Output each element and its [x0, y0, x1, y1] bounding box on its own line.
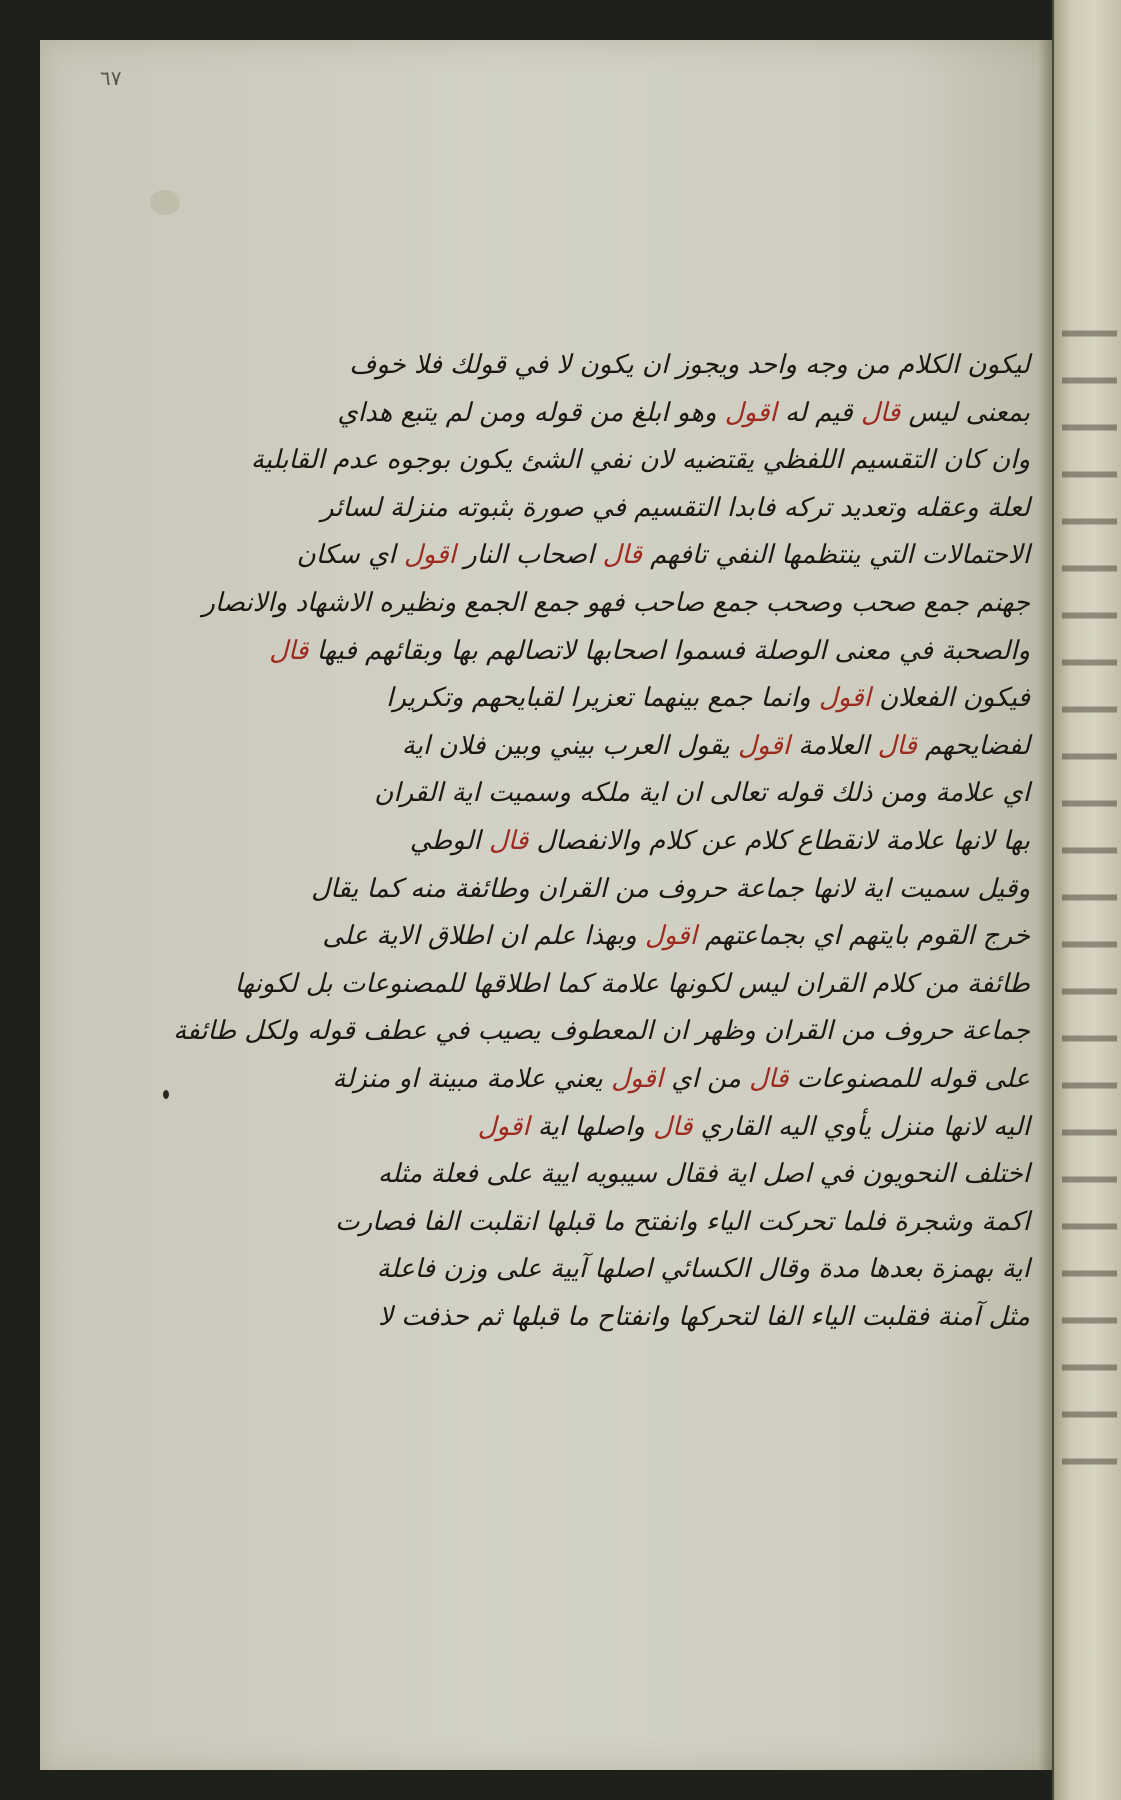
text-segment: اختلف النحويون في اصل اية فقال سيبويه ايية على فعلة مثله	[377, 1159, 1030, 1190]
rubric-word: اقول	[611, 1063, 664, 1094]
text-segment: اكمة وشجرة فلما تحركت الياء وانفتح ما قبلها انقلبت الفا فصارت	[335, 1206, 1030, 1237]
rubric-word: قال	[653, 1111, 693, 1142]
text-segment: الاحتمالات التي ينتظمها النفي تافهم	[641, 540, 1030, 571]
text-line	[401, 723, 1030, 771]
folio-number: ٦٧	[100, 66, 122, 90]
text-line	[376, 1246, 1030, 1294]
text-line	[409, 818, 1030, 866]
text-segment: لفضايحهم	[916, 730, 1030, 761]
text-segment: من اي	[663, 1063, 750, 1094]
rubric-word: قال	[489, 825, 529, 856]
text-segment: خرج القوم بايتهم اي بجماعتهم	[696, 921, 1030, 952]
text-line	[269, 628, 1030, 676]
text-segment: واصلها اية	[529, 1111, 654, 1142]
text-segment: قيم له	[776, 397, 861, 428]
text-segment: اي علامة ومن ذلك قوله تعالى ان اية ملكه وسميت اية القران	[374, 778, 1030, 809]
text-line	[311, 866, 1030, 914]
text-line	[234, 961, 1030, 1009]
text-segment: العلامة	[790, 730, 878, 761]
text-segment: وانما جمع بينهما تعزيرا لقبايحهم وتكريرا	[386, 683, 819, 714]
text-segment: وقيل سميت اية لانها جماعة حروف من القران وطائفة منه كما يقال	[311, 873, 1030, 904]
rubric-word: اقول	[724, 397, 777, 428]
text-segment: وبهذا علم ان اطلاق الاية على	[322, 921, 645, 952]
rubric-word: اقول	[738, 730, 791, 761]
rubric-word: قال	[860, 397, 901, 428]
adjacent-page-text-bleed	[1062, 300, 1117, 1480]
rubric-word: قال	[602, 540, 642, 571]
text-line	[378, 1294, 1030, 1342]
text-line	[320, 485, 1030, 533]
text-segment: ليكون الكلام من وجه واحد ويجوز ان يكون لا في قولك فلا خوف	[349, 350, 1030, 380]
adjacent-page-edge	[1052, 0, 1121, 1800]
page-gutter-shadow	[1038, 40, 1052, 1770]
text-line	[337, 390, 1030, 438]
text-line	[430, 1104, 1030, 1152]
text-segment: بها لانها علامة لانقطاع كلام عن كلام والانفصال	[528, 825, 1030, 856]
text-segment: يعني علامة مبينة او منزلة	[332, 1063, 612, 1094]
ink-spot	[163, 1090, 169, 1099]
text-line	[332, 1056, 1030, 1104]
rubric-word: قال	[877, 730, 917, 761]
text-line	[335, 1199, 1030, 1247]
rubric-word: قال	[749, 1063, 789, 1094]
manuscript-text-block	[173, 342, 1030, 1341]
rubric-word: قال	[269, 635, 309, 666]
text-segment: بمعنى ليس	[900, 397, 1030, 428]
text-segment: على قوله للمصنوعات	[788, 1063, 1030, 1094]
text-line	[250, 437, 1030, 485]
text-line	[296, 532, 1030, 580]
text-segment: فيكون الفعلان	[870, 683, 1030, 714]
text-segment: مثل آمنة فقلبت الياء الفا لتحركها وانفتاح ما قبلها ثم حذفت لا	[378, 1301, 1030, 1332]
text-segment: اي سكان	[296, 540, 404, 571]
text-line	[322, 913, 1030, 961]
paper-stain	[150, 190, 180, 215]
text-segment: جهنم جمع صحب وصحب جمع صاحب فهو جمع الجمع ونظيره الاشهاد والانصار	[202, 587, 1030, 618]
text-line	[173, 1008, 1030, 1056]
text-segment: جماعة حروف من القران وظهر ان المعطوف يصيب في عطف قوله ولكل طائفة	[173, 1016, 1030, 1047]
text-line	[374, 770, 1030, 818]
text-segment: اية بهمزة بعدها مدة وقال الكسائي اصلها آيية على وزن فاعلة	[376, 1254, 1030, 1285]
text-segment: وان كان التقسيم اللفظي يقتضيه لان نفي الشئ يكون بوجوه عدم القابلية	[250, 445, 1030, 476]
rubric-word: اقول	[644, 921, 697, 952]
rubric-word: اقول	[818, 683, 871, 714]
text-segment: اصحاب النار	[455, 540, 603, 571]
text-segment: والصحبة في معنى الوصلة فسموا اصحابها لاتصالهم بها وبقائهم فيها	[308, 635, 1030, 666]
text-segment: الوطي	[409, 825, 489, 856]
text-segment: طائفة من كلام القران ليس لكونها علامة كما اطلاقها للمصنوعات بل لكونها	[234, 968, 1030, 999]
text-line	[349, 342, 1030, 390]
text-segment: وهو ابلغ من قوله ومن لم يتبع هداي	[337, 397, 725, 428]
rubric-word: اقول	[477, 1111, 530, 1142]
text-line	[377, 1151, 1030, 1199]
text-segment: يقول العرب بيني وبين فلان اية	[401, 730, 739, 761]
rubric-word: اقول	[403, 540, 456, 571]
text-segment: اليه لانها منزل يأوي اليه القاري	[692, 1111, 1030, 1142]
text-line	[202, 580, 1030, 628]
text-line	[386, 675, 1030, 723]
text-segment: لعلة وعقله وتعديد تركه فابدا التقسيم في صورة بثبوته منزلة لسائر	[320, 492, 1030, 523]
